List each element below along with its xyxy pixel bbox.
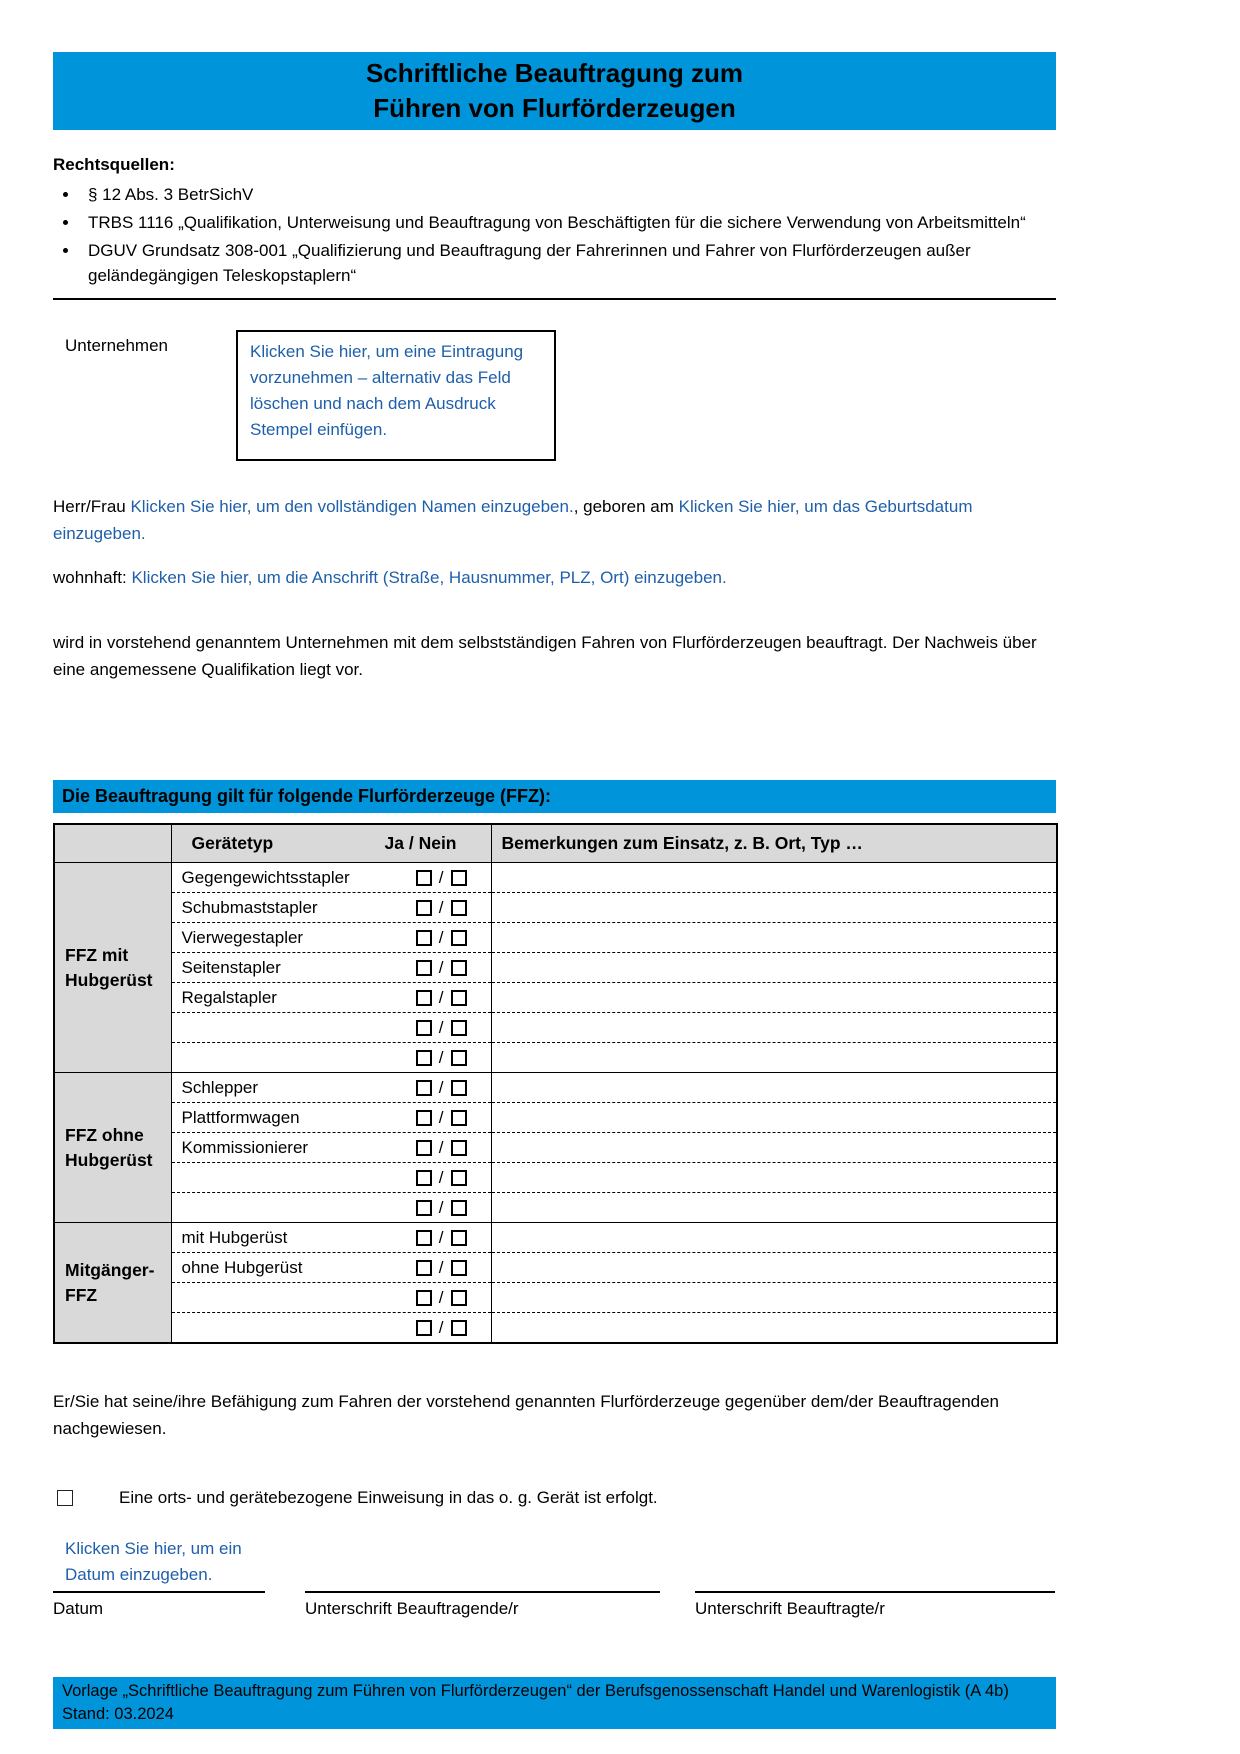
instruction-row <box>53 1488 1056 1508</box>
device-type-label: Regalstapler <box>181 987 277 1007</box>
einweisung-checkbox[interactable] <box>57 1490 73 1506</box>
signature-column-date <box>53 1591 265 1621</box>
signature-label-beauftragende: Unterschrift Beauftragende/r <box>305 1599 519 1618</box>
company-section <box>53 330 1056 461</box>
signature-label-beauftragte: Unterschrift Beauftragte/r <box>695 1599 885 1618</box>
checkbox-ja[interactable] <box>416 1290 432 1306</box>
group-label-ffz-ohne-hubgeruest: FFZ ohne Hubgerüst <box>54 1073 171 1223</box>
signature-section <box>53 1591 1056 1621</box>
group-label-ffz-mit-hubgeruest: FFZ mit Hubgerüst <box>54 863 171 1073</box>
checkbox-ja[interactable] <box>416 1320 432 1336</box>
company-stamp-box[interactable] <box>236 330 556 461</box>
checkbox-separator: / <box>438 1137 444 1157</box>
bemerkungen-input[interactable] <box>491 953 1057 983</box>
checkbox-nein[interactable] <box>451 1080 467 1096</box>
einweisung-label: Eine orts- und gerätebezogene Einweisung in das o. g. Gerät ist erfolgt. <box>119 1488 658 1507</box>
checkbox-ja[interactable] <box>416 1260 432 1276</box>
footer-source-line: Vorlage „Schriftliche Beauftragung zum Führen von Flurförderzeugen“ der Berufsgenossenschaft Handel und Warenlogistik (A 4b) <box>62 1682 1009 1700</box>
ffz-table <box>53 823 1058 1344</box>
bemerkungen-input[interactable] <box>491 1163 1057 1193</box>
company-placeholder-link[interactable]: Klicken Sie hier, um eine Eintragung vorzunehmen – alternativ das Feld löschen und nach dem Ausdruck Stempel einfügen. <box>250 342 524 439</box>
device-type-label: Schubmaststapler <box>181 897 318 917</box>
checkbox-separator: / <box>438 1107 444 1127</box>
checkbox-ja[interactable] <box>416 900 432 916</box>
checkbox-separator: / <box>438 1227 444 1247</box>
ffz-section-header: Die Beauftragung gilt für folgende Flurförderzeuge (FFZ): <box>53 780 1056 813</box>
device-type-label: Gegengewichtsstapler <box>181 867 350 887</box>
footer-bar <box>53 1677 1056 1729</box>
page-title: Führen von Flurförderzeugen <box>373 93 736 123</box>
bemerkungen-input[interactable] <box>491 1013 1057 1043</box>
name-placeholder-link[interactable]: Klicken Sie hier, um den vollständigen Namen einzugeben. <box>130 497 574 516</box>
checkbox-nein[interactable] <box>451 900 467 916</box>
person-prefix: Herr/Frau <box>53 497 131 516</box>
checkbox-ja[interactable] <box>416 1230 432 1246</box>
group-label-mitgaenger-ffz: Mitgänger-FFZ <box>54 1223 171 1344</box>
checkbox-nein[interactable] <box>451 1290 467 1306</box>
signature-label-datum: Datum <box>53 1599 104 1618</box>
address-placeholder-link[interactable]: Klicken Sie hier, um die Anschrift (Straße, Hausnummer, PLZ, Ort) einzugeben. <box>131 568 727 587</box>
date-placeholder-link[interactable]: Klicken Sie hier, um ein Datum einzugeben. <box>65 1539 242 1584</box>
person-intro-paragraph <box>53 493 1056 547</box>
checkbox-separator: / <box>438 1287 444 1307</box>
legal-source-item: • TRBS 1116 „Qualifikation, Unterweisung und Beauftragung von Beschäftigten für die sichere Verwendung von Arbeitsmitteln“ <box>80 210 1056 235</box>
checkbox-nein[interactable] <box>451 1230 467 1246</box>
checkbox-nein[interactable] <box>451 990 467 1006</box>
footer-version-line: Stand: 03.2024 <box>62 1705 174 1723</box>
bemerkungen-input[interactable] <box>491 863 1057 893</box>
signature-column-beauftragte <box>695 1591 1055 1621</box>
bemerkungen-input[interactable] <box>491 893 1057 923</box>
birthdate-placeholder-link[interactable]: Klicken Sie hier, um das Geburtsdatum einzugeben. <box>53 497 973 543</box>
device-type-label: Schlepper <box>181 1077 259 1097</box>
checkbox-nein[interactable] <box>451 1140 467 1156</box>
checkbox-nein[interactable] <box>451 1110 467 1126</box>
checkbox-ja[interactable] <box>416 990 432 1006</box>
company-label: Unternehmen <box>65 336 169 355</box>
checkbox-nein[interactable] <box>451 1170 467 1186</box>
bemerkungen-input[interactable] <box>491 1193 1057 1223</box>
col-geraetetyp-header: Gerätetyp <box>191 833 274 853</box>
checkbox-separator: / <box>438 867 444 887</box>
bemerkungen-input[interactable] <box>491 1313 1057 1344</box>
person-middle-text: , geboren am <box>573 497 679 516</box>
table-corner-header <box>54 824 171 863</box>
checkbox-separator: / <box>438 987 444 1007</box>
checkbox-nein[interactable] <box>451 960 467 976</box>
geraetetyp-janein-header <box>171 824 491 863</box>
checkbox-separator: / <box>438 897 444 917</box>
residence-label: wohnhaft: <box>53 568 132 587</box>
device-type-label: Plattformwagen <box>181 1107 300 1127</box>
legal-sources-heading: Rechtsquellen: <box>53 155 175 174</box>
checkbox-ja[interactable] <box>416 1170 432 1186</box>
bemerkungen-input[interactable] <box>491 1103 1057 1133</box>
page-title: Schriftliche Beauftragung zum <box>365 58 744 88</box>
checkbox-nein[interactable] <box>451 1050 467 1066</box>
legal-sources-section <box>53 154 1056 300</box>
device-type-label: mit Hubgerüst <box>181 1227 288 1247</box>
bemerkungen-input[interactable] <box>491 1073 1057 1103</box>
checkbox-ja[interactable] <box>416 930 432 946</box>
checkbox-nein[interactable] <box>451 1260 467 1276</box>
checkbox-separator: / <box>438 957 444 977</box>
device-type-label: ohne Hubgerüst <box>181 1257 303 1277</box>
bemerkungen-input[interactable] <box>491 1253 1057 1283</box>
signature-column-beauftragende <box>305 1591 660 1621</box>
checkbox-separator: / <box>438 1317 444 1337</box>
checkbox-ja[interactable] <box>416 1050 432 1066</box>
legal-source-item: • § 12 Abs. 3 BetrSichV <box>80 182 1056 207</box>
checkbox-separator: / <box>438 1257 444 1277</box>
checkbox-separator: / <box>438 1197 444 1217</box>
residence-paragraph <box>53 564 1056 591</box>
checkbox-separator: / <box>438 1167 444 1187</box>
checkbox-separator: / <box>438 1047 444 1067</box>
bemerkungen-input[interactable] <box>491 1133 1057 1163</box>
device-type-label: Vierwegestapler <box>181 927 304 947</box>
col-bemerkungen-header: Bemerkungen zum Einsatz, z. B. Ort, Typ … <box>491 824 1057 863</box>
divider-line <box>53 298 1056 300</box>
checkbox-separator: / <box>438 927 444 947</box>
col-janein-header: Ja / Nein <box>384 833 457 853</box>
checkbox-nein[interactable] <box>451 1020 467 1036</box>
bemerkungen-input[interactable] <box>491 983 1057 1013</box>
checkbox-nein[interactable] <box>451 1200 467 1216</box>
checkbox-ja[interactable] <box>416 870 432 886</box>
checkbox-ja[interactable] <box>416 1140 432 1156</box>
checkbox-ja[interactable] <box>416 1020 432 1036</box>
bemerkungen-input[interactable] <box>491 1283 1057 1313</box>
checkbox-ja[interactable] <box>416 1080 432 1096</box>
checkbox-separator: / <box>438 1077 444 1097</box>
checkbox-separator: / <box>438 1017 444 1037</box>
bemerkungen-input[interactable] <box>491 1223 1057 1253</box>
bemerkungen-input[interactable] <box>491 1043 1057 1073</box>
device-type-label: Kommissionierer <box>181 1137 309 1157</box>
checkbox-ja[interactable] <box>416 1110 432 1126</box>
legal-sources-list <box>53 182 1056 288</box>
checkbox-nein[interactable] <box>451 870 467 886</box>
qualification-statement: Er/Sie hat seine/ihre Befähigung zum Fahren der vorstehend genannten Flurförderzeuge gegenüber dem/der Beauftragenden nachgewiesen. <box>53 1392 1000 1438</box>
legal-source-item: • DGUV Grundsatz 308-001 „Qualifizierung und Beauftragung der Fahrerinnen und Fahrer von Flurförderzeugen außer geländegängigen Teleskopstaplern“ <box>80 238 1056 288</box>
device-type-label: Seitenstapler <box>181 957 281 977</box>
checkbox-nein[interactable] <box>451 1320 467 1336</box>
checkbox-ja[interactable] <box>416 960 432 976</box>
checkbox-nein[interactable] <box>451 930 467 946</box>
assignment-statement: wird in vorstehend genanntem Unternehmen mit dem selbstständigen Fahren von Flurförderzeugen beauftragt. Der Nachweis über eine angemessene Qualifikation liegt vor. <box>53 633 1037 679</box>
checkbox-ja[interactable] <box>416 1200 432 1216</box>
page-title-bar <box>53 52 1056 130</box>
bemerkungen-input[interactable] <box>491 923 1057 953</box>
